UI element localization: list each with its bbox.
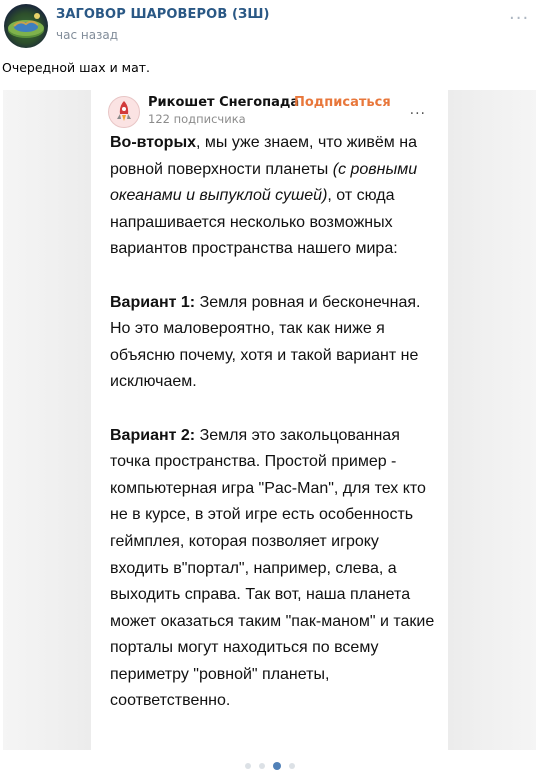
paragraph-lead: Во-вторых [110,134,197,151]
more-options-icon[interactable]: ··· [509,8,530,29]
pager-dot-active[interactable] [273,762,281,770]
paragraph-2 [110,290,440,396]
post-text: Очередной шах и мат. [2,60,151,75]
paragraph-text: , мы уже знаем, что живём на ровной поверхности планеты [110,134,417,178]
subscribe-link: Подписаться [294,95,391,110]
pager-dot[interactable] [245,763,251,769]
group-avatar[interactable] [4,4,48,48]
author-avatar [108,96,140,128]
post-image[interactable] [3,90,536,750]
paragraph-1 [110,130,440,263]
image-left-shade [3,90,91,750]
image-right-shade [448,90,536,750]
card-more-icon: ··· [409,106,426,122]
author-name: Рикошет Снегопада [148,95,300,110]
post-time[interactable]: час назад [56,28,119,42]
screenshot-card [91,90,448,750]
paragraph-text: Земля это закольцованная точка пространства. Простой пример - компьютерная игра "Pac-Man", для тех кто не в курсе, в этой игре есть особенность геймплея, которая позволяет игроку входить в"портал", например, слева, а выходить справа. Так вот, наша планета может оказаться таким "пак-маном" и такие порталы могут находиться по всему периметру "ровной" планеты, соответственно. [110,426,435,710]
paragraph-lead: Вариант 1: [110,293,196,311]
pager-dot[interactable] [289,763,295,769]
paragraph-3 [110,423,440,716]
paragraph-lead: Вариант 2: [110,426,196,444]
paragraph-text: Земля ровная и бесконечная. Но это маловероятно, так как ниже я объясню почему, хотя и такой вариант не исключаем. [110,293,421,391]
carousel-pager [0,762,539,772]
flat-earth-icon [4,4,48,48]
rocket-icon [109,97,139,127]
post-header [0,0,539,56]
article-text [110,130,440,715]
paragraph-text: , от сюда напрашивается несколько возможных вариантов пространства нашего мира: [110,187,398,258]
subscribers-count: 122 подписчика [148,112,246,126]
group-name-link[interactable]: ЗАГОВОР ШАРОВЕРОВ (ЗШ) [56,7,270,22]
pager-dot[interactable] [259,763,265,769]
paragraph-italic: (с ровными океанами и выпуклой сушей) [110,160,418,205]
